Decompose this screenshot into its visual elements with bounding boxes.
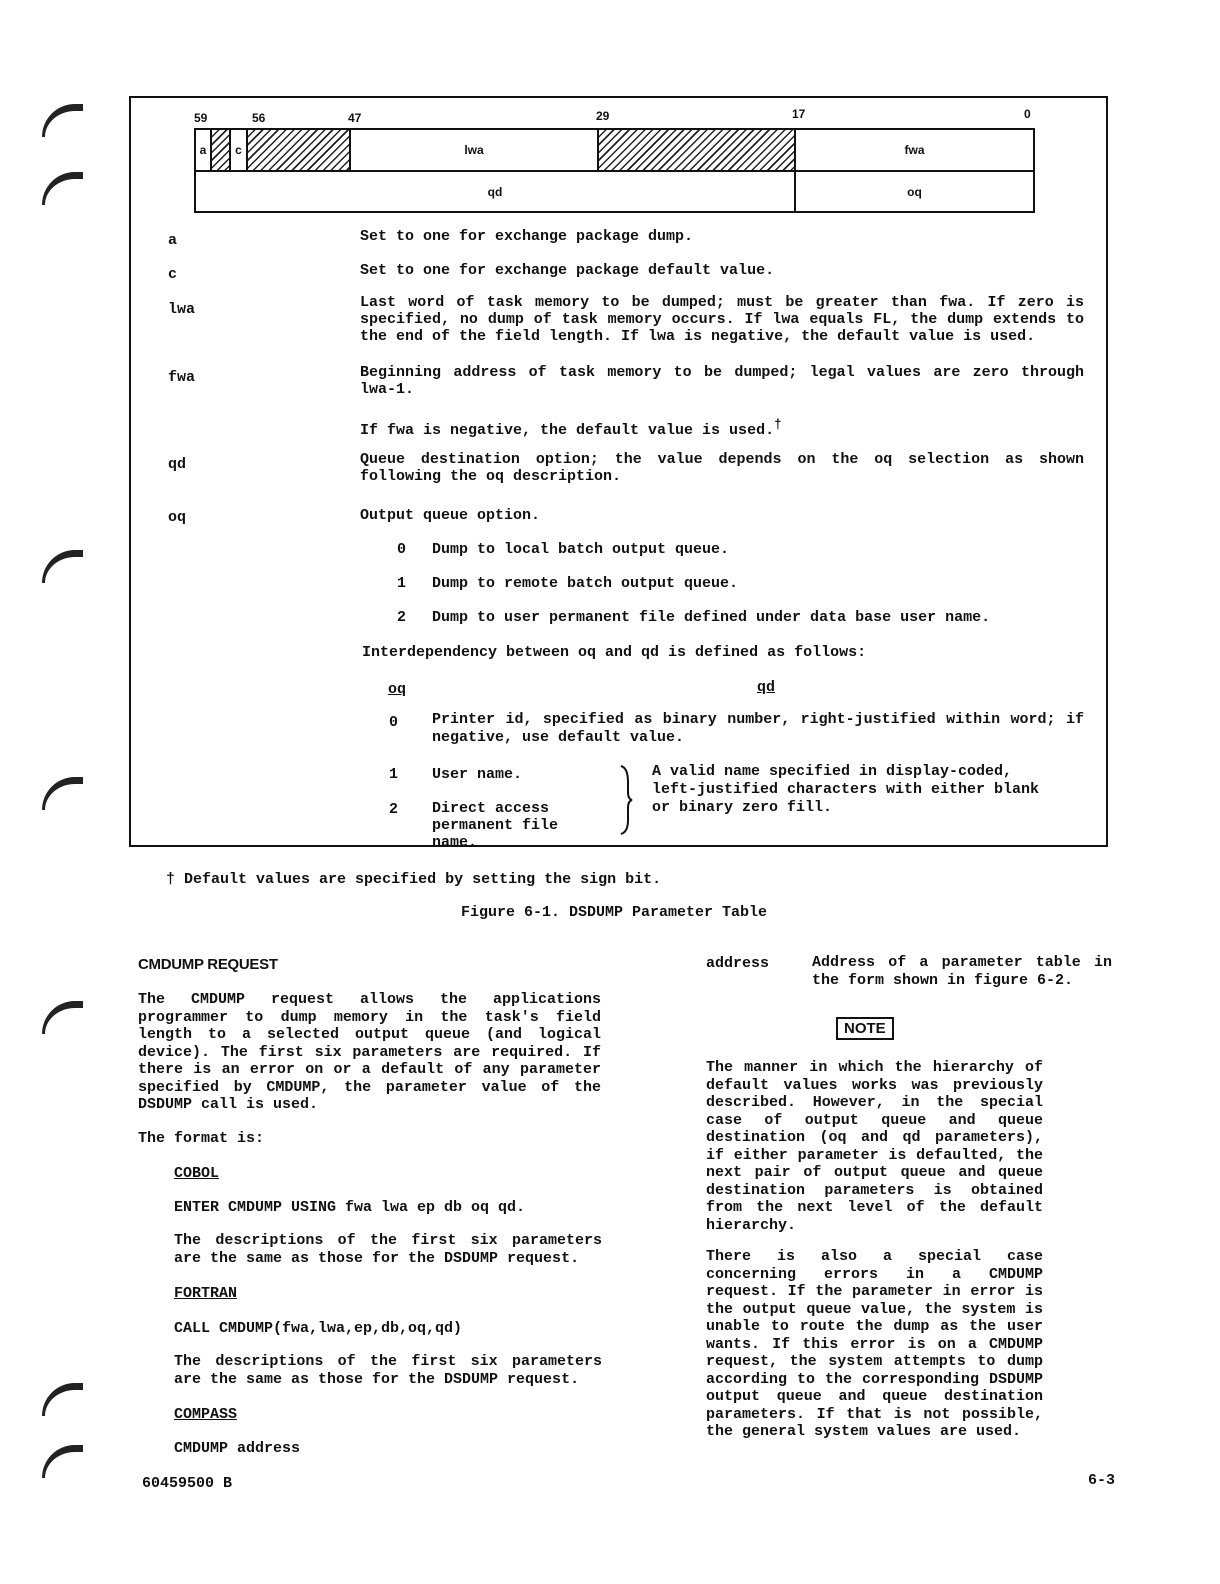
interdep-number: 0 <box>389 714 399 731</box>
option-text: Dump to local batch output queue. <box>432 541 730 558</box>
binder-mark <box>42 550 83 583</box>
param-description: Beginning address of task memory to be dumped; legal values are zero through lwa-1. <box>360 364 1084 398</box>
code-compass: CMDUMP address <box>174 1440 301 1457</box>
param-description: Last word of task memory to be dumped; must be greater than fwa. If zero is specified, no dump of task memory occurs. If lwa equals FL, the dump extends to the end of the field length. If lwa is negative, the default value is used. <box>360 294 1084 345</box>
param-name: qd <box>168 456 187 473</box>
reserved-field <box>212 130 231 170</box>
binder-mark <box>42 172 83 205</box>
word-two <box>196 170 1033 213</box>
bit-number: 47 <box>348 111 362 125</box>
param-description: Output queue option. <box>360 507 541 524</box>
reserved-field <box>599 130 796 170</box>
param-name: c <box>168 266 178 283</box>
binder-mark <box>42 1383 83 1416</box>
field-oq: oq <box>907 184 922 199</box>
note-paragraph: There is also a special case concerning errors in a CMDUMP request. If the parameter in error is the output queue value, the system is unable to route the dump as the user wants. If this error is on a CMDUMP request, the system attempts to dump according to the corresponding DSDUMP output queue and queue destination parameters. If that is not possible, the general system values are used. <box>706 1248 1043 1440</box>
option-text: Dump to remote batch output queue. <box>432 575 739 592</box>
format-label: The format is: <box>138 1130 265 1147</box>
column-header-oq: oq <box>388 681 407 698</box>
field-c: c <box>231 130 248 170</box>
bit-number: 56 <box>252 111 266 125</box>
document-number: 60459500 B <box>142 1475 233 1492</box>
option-text: Dump to user permanent file defined under data base user name. <box>432 609 991 626</box>
section-heading: CMDUMP REQUEST <box>138 956 278 973</box>
column-header-qd: qd <box>757 679 776 696</box>
language-label-fortran: FORTRAN <box>174 1285 238 1302</box>
note-label: NOTE <box>836 1017 894 1040</box>
interdep-text: User name. <box>432 766 523 783</box>
reserved-field <box>248 130 351 170</box>
interdep-number: 2 <box>389 801 399 818</box>
field-fwa: fwa <box>904 143 925 157</box>
footnote: † Default values are specified by setting the sign bit. <box>166 871 662 888</box>
bit-number: 17 <box>792 107 806 121</box>
param-description: Address of a parameter table in the form shown in figure 6-2. <box>812 954 1112 989</box>
option-number: 2 <box>397 609 407 626</box>
figure-caption: Figure 6-1. DSDUMP Parameter Table <box>461 904 768 921</box>
brace-text: A valid name specified in display-coded, left-justified characters with either blank or binary zero fill. <box>652 763 1040 816</box>
binder-mark <box>42 777 83 810</box>
code-cobol: ENTER CMDUMP USING fwa lwa ep db oq qd. <box>174 1199 526 1216</box>
binder-mark <box>42 1001 83 1034</box>
language-label-cobol: COBOL <box>174 1165 220 1182</box>
binder-mark <box>42 1445 83 1478</box>
code-fortran: CALL CMDUMP(fwa,lwa,ep,db,oq,qd) <box>174 1320 463 1337</box>
interdependency-intro: Interdependency between oq and qd is defined as follows: <box>362 644 867 661</box>
parameter-word-diagram <box>194 128 1035 213</box>
bit-number: 59 <box>194 111 208 125</box>
param-name: lwa <box>168 301 196 318</box>
dagger-mark: † <box>774 418 782 432</box>
option-number: 0 <box>397 541 407 558</box>
note-paragraph: The manner in which the hierarchy of default values works was previously described. However, in the special case of output queue and queue destination (oq and qd parameters), if either parameter is defaulted, the next pair of output queue and queue destination parameters is obtained from the next level of the default hierarchy. <box>706 1059 1043 1234</box>
param-name: fwa <box>168 369 196 386</box>
cobol-description: The descriptions of the first six parameters are the same as those for the DSDUMP request. <box>174 1232 602 1267</box>
param-description: Set to one for exchange package default value. <box>360 262 775 279</box>
interdep-text: Direct access permanent file name. <box>432 800 559 851</box>
dagger-mark: † <box>166 871 176 888</box>
intro-paragraph: The CMDUMP request allows the applications programmer to dump memory in the task's field length to a selected output queue (and logical device). The first six parameters are required. If there is an error on or a default of any parameter specified by CMDUMP, the parameter value of the DSDUMP call is used. <box>138 991 601 1113</box>
field-lwa: lwa <box>351 130 599 170</box>
param-description-default: If fwa is negative, the default value is used.† <box>360 418 782 439</box>
bit-number: 0 <box>1024 107 1031 121</box>
option-number: 1 <box>397 575 407 592</box>
bit-number: 29 <box>596 109 610 123</box>
binder-mark <box>42 104 83 137</box>
fortran-description: The descriptions of the first six parameters are the same as those for the DSDUMP request. <box>174 1353 602 1388</box>
interdep-number: 1 <box>389 766 399 783</box>
language-label-compass: COMPASS <box>174 1406 238 1423</box>
brace-glyph <box>618 764 634 836</box>
page-number: 6-3 <box>1088 1472 1116 1489</box>
param-name: oq <box>168 509 187 526</box>
field-a: a <box>196 130 212 170</box>
param-description: Set to one for exchange package dump. <box>360 228 694 245</box>
field-qd: qd <box>196 172 796 211</box>
param-name: a <box>168 232 178 249</box>
param-name: address <box>706 955 770 972</box>
param-description: Queue destination option; the value depends on the oq selection as shown following the oq description. <box>360 451 1084 485</box>
interdep-text: Printer id, specified as binary number, right-justified within word; if negative, use default value. <box>432 711 1084 746</box>
